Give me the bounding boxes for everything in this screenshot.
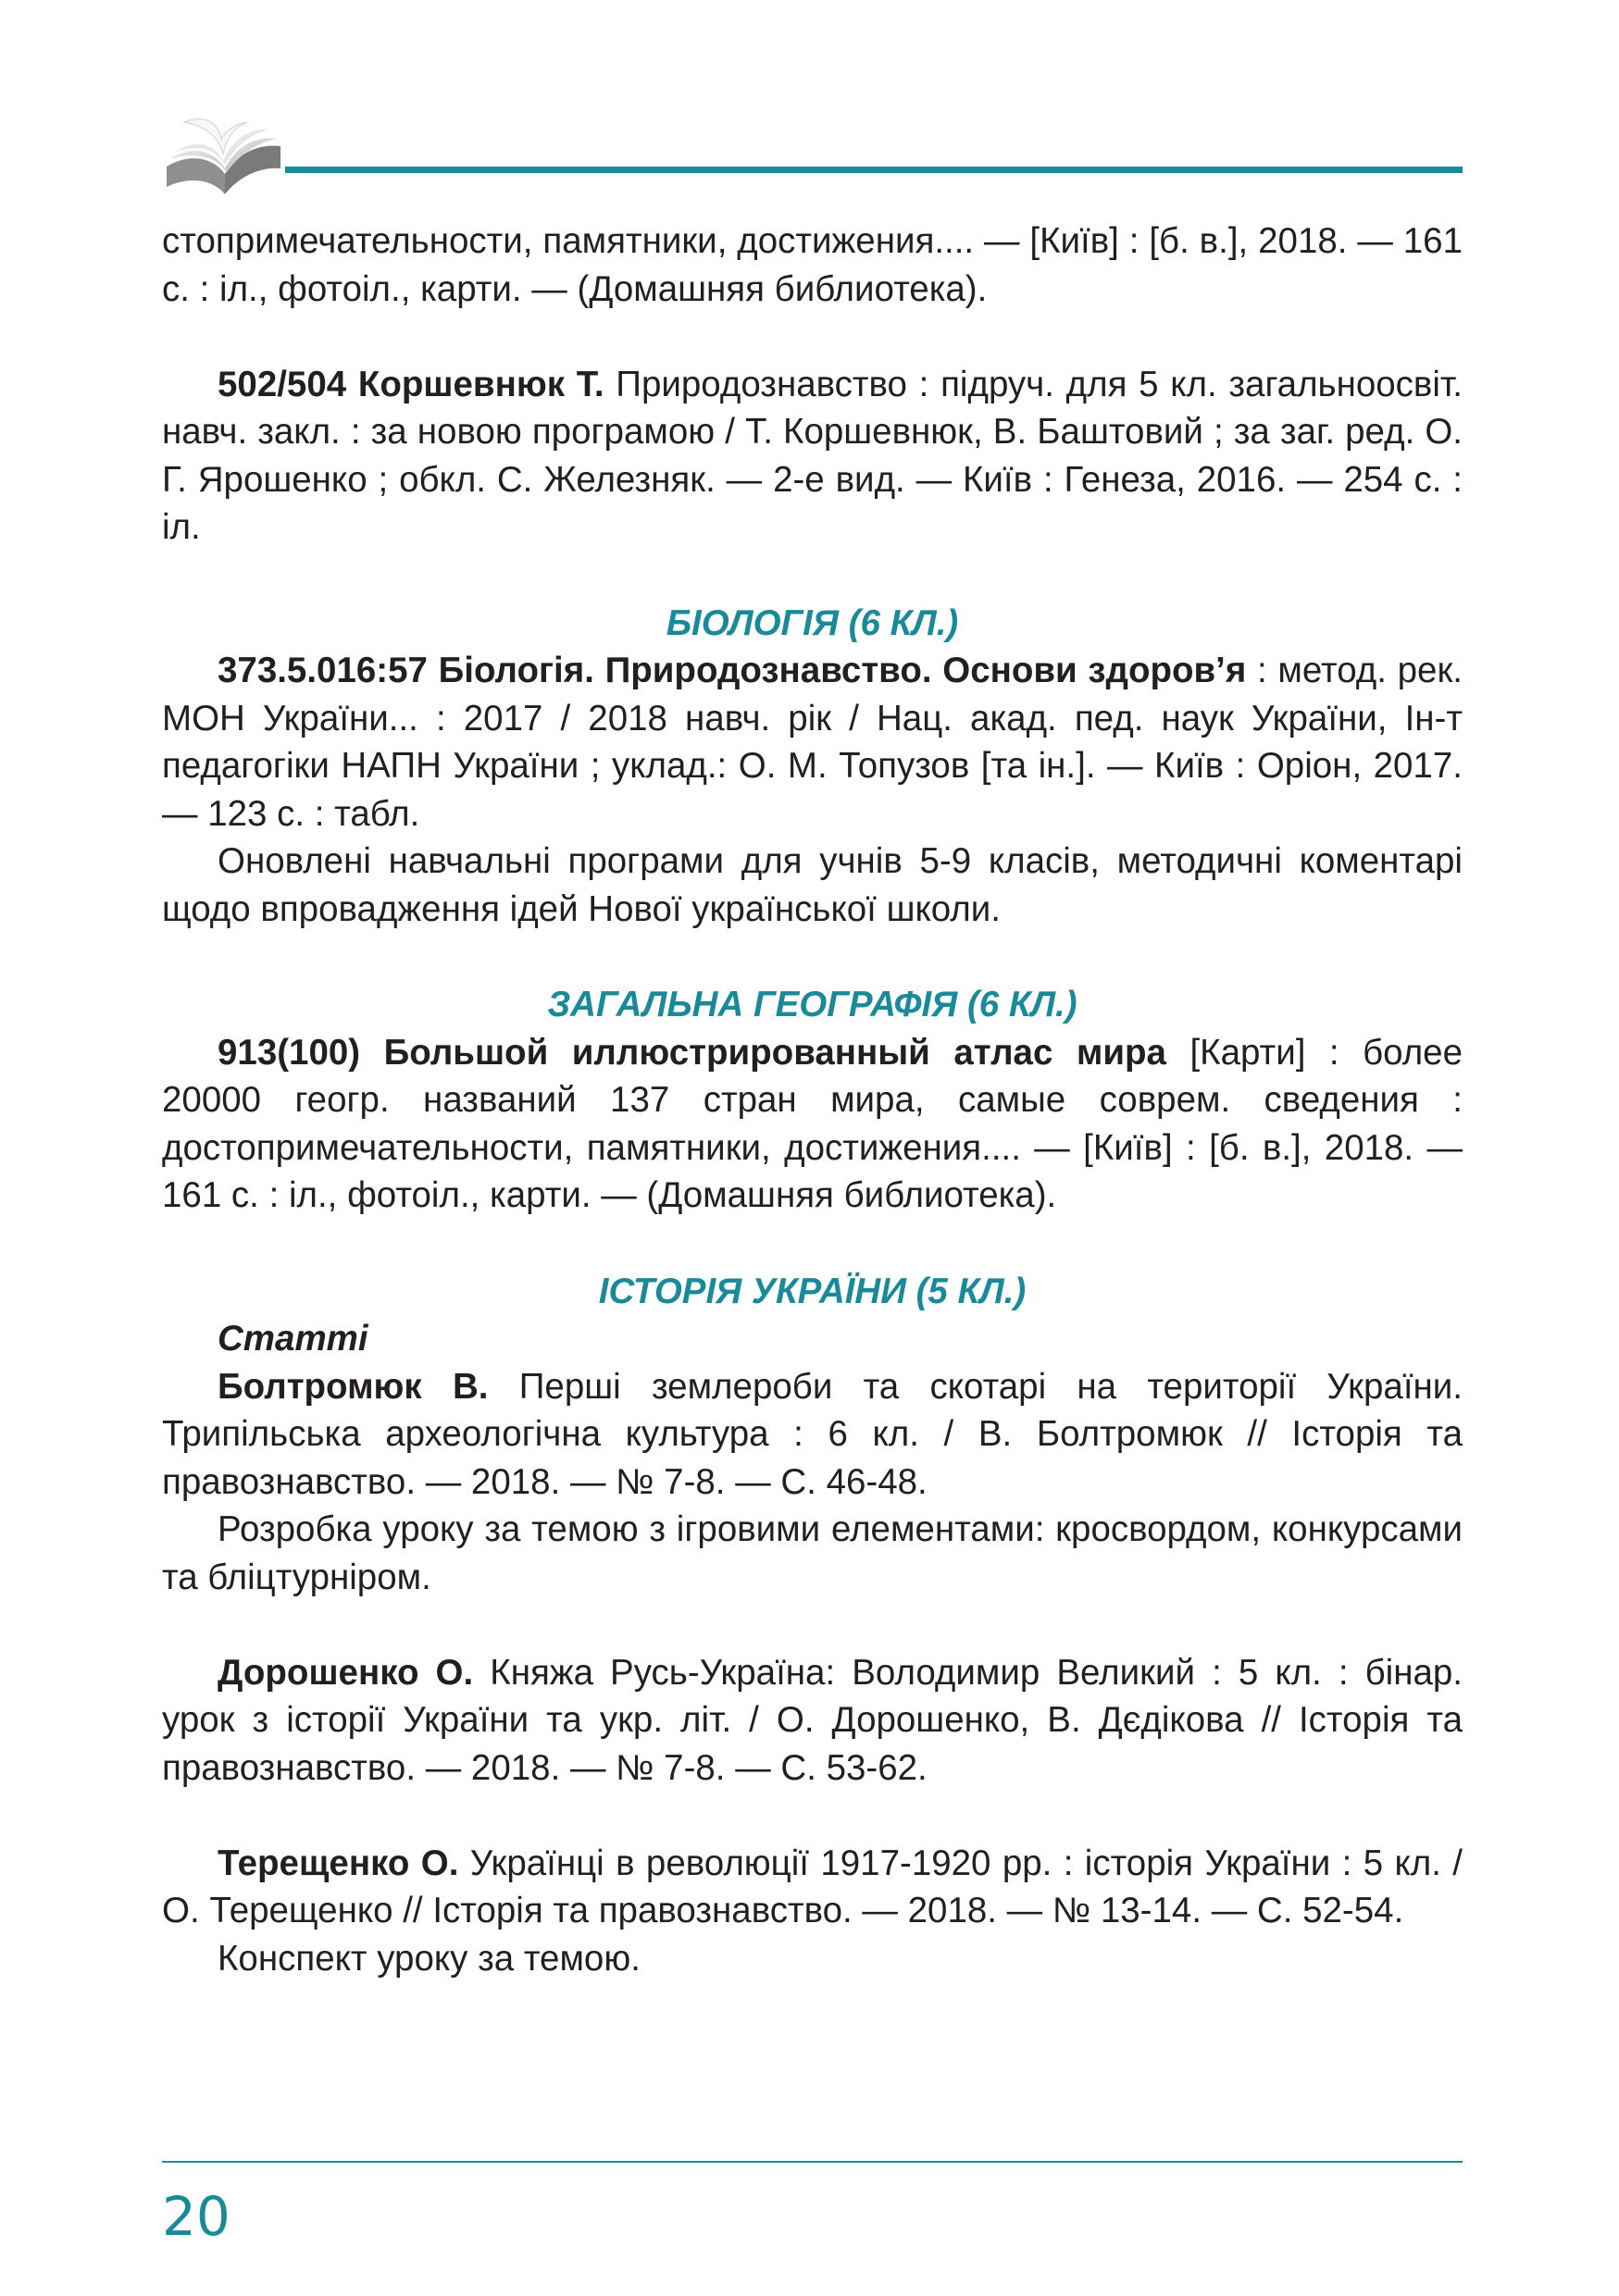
entry-atlas: 913(100) Большой иллюстрированный атлас мира [Карти] : более 20000 геогр. названий 137 стран мира, самые соврем. сведения : достопримечательности, памятники, достижения.... — [Київ] : [б. в.], 2018. — 161 с. : іл., фотоіл., карти. — (Домашняя библиотека). xyxy=(162,1032,1463,1215)
entry-tereshchenko: Терещенко О. Українці в революції 1917-1920 рр. : історія України : 5 кл. / О. Терещенко // Історія та правознавство. — 2018. — № 13-14. — С. 52-54. xyxy=(162,1843,1463,1930)
entry-biology-title: 373.5.016:57 Біологія. Природознавство. Основи здоров’я xyxy=(218,651,1247,690)
section-heading-biology: БІОЛОГІЯ (6 КЛ.) xyxy=(666,602,959,643)
entry-korshevniuk: 502/504 Коршевнюк Т. Природознавство : підруч. для 5 кл. загальноосвіт. навч. закл. : за новою програмою / Т. Коршевнюк, В. Баштовий ; за заг. ред. О. Г. Ярошенко ; обкл. С. Железняк. — 2-е вид. — Київ : Генеза, 2016. — 254 с. : іл. xyxy=(162,364,1463,547)
annotation-biology: Оновлені навчальні програми для учнів 5-9 класів, методичні коментарі щодо впровадження ідей Нової української школи. xyxy=(162,841,1463,929)
entry-boltromiuk-author: Болтромюк В. xyxy=(218,1366,489,1407)
annotation-tereshchenko: Конспект уроку за темою. xyxy=(218,1938,641,1979)
annotation-boltromiuk: Розробка уроку за темою з ігровими елементами: кросвордом, конкурсами та бліцтурніром. xyxy=(162,1509,1463,1597)
entry-atlas-title: 913(100) Большой иллюстрированный атлас мира xyxy=(218,1032,1166,1073)
entry-continuation: стопримечательности, памятники, достижения.... — [Київ] : [б. в.], 2018. — 161 с. : іл., фотоіл., карти. — (Домашняя библиотека). xyxy=(162,221,1463,309)
section-heading-history: ІСТОРІЯ УКРАЇНИ (5 КЛ.) xyxy=(598,1271,1027,1311)
open-book-icon xyxy=(162,102,282,204)
header-rule xyxy=(285,167,1463,173)
page-number: 20 xyxy=(162,2185,230,2248)
entry-doroshenko-author: Дорошенко О. xyxy=(218,1652,474,1693)
entry-doroshenko: Дорошенко О. Княжа Русь-Україна: Володимир Великий : 5 кл. : бінар. урок з історії України та укр. літ. / О. Дорошенко, В. Дєдікова // Історія та правознавство. — 2018. — № 7-8. — С. 53-62. xyxy=(162,1652,1463,1788)
section-heading-geography: ЗАГАЛЬНА ГЕОГРАФІЯ (6 КЛ.) xyxy=(547,985,1077,1024)
footer-rule xyxy=(162,2161,1463,2163)
page-content xyxy=(162,217,1463,1982)
entry-biology-methodics: 373.5.016:57 Біологія. Природознавство. Основи здоров’я : метод. рек. МОН України... : 2017 / 2018 навч. рік / Нац. акад. пед. наук України, Ін-т педагогіки НАПН України ; уклад.: О. М. Топузов [та ін.]. — Київ : Оріон, 2017. — 123 с. : табл. xyxy=(162,651,1463,834)
entry-korshevniuk-title: 502/504 Коршевнюк Т. xyxy=(218,364,604,404)
entry-boltromiuk: Болтромюк В. Перші землероби та скотарі на території України. Трипільська археологічна культура : 6 кл. / В. Болтромюк // Історія та правознавство. — 2018. — № 7-8. — С. 46-48. xyxy=(162,1366,1463,1502)
entry-tereshchenko-author: Терещенко О. xyxy=(218,1843,459,1883)
subheading-articles: Статті xyxy=(218,1319,368,1359)
